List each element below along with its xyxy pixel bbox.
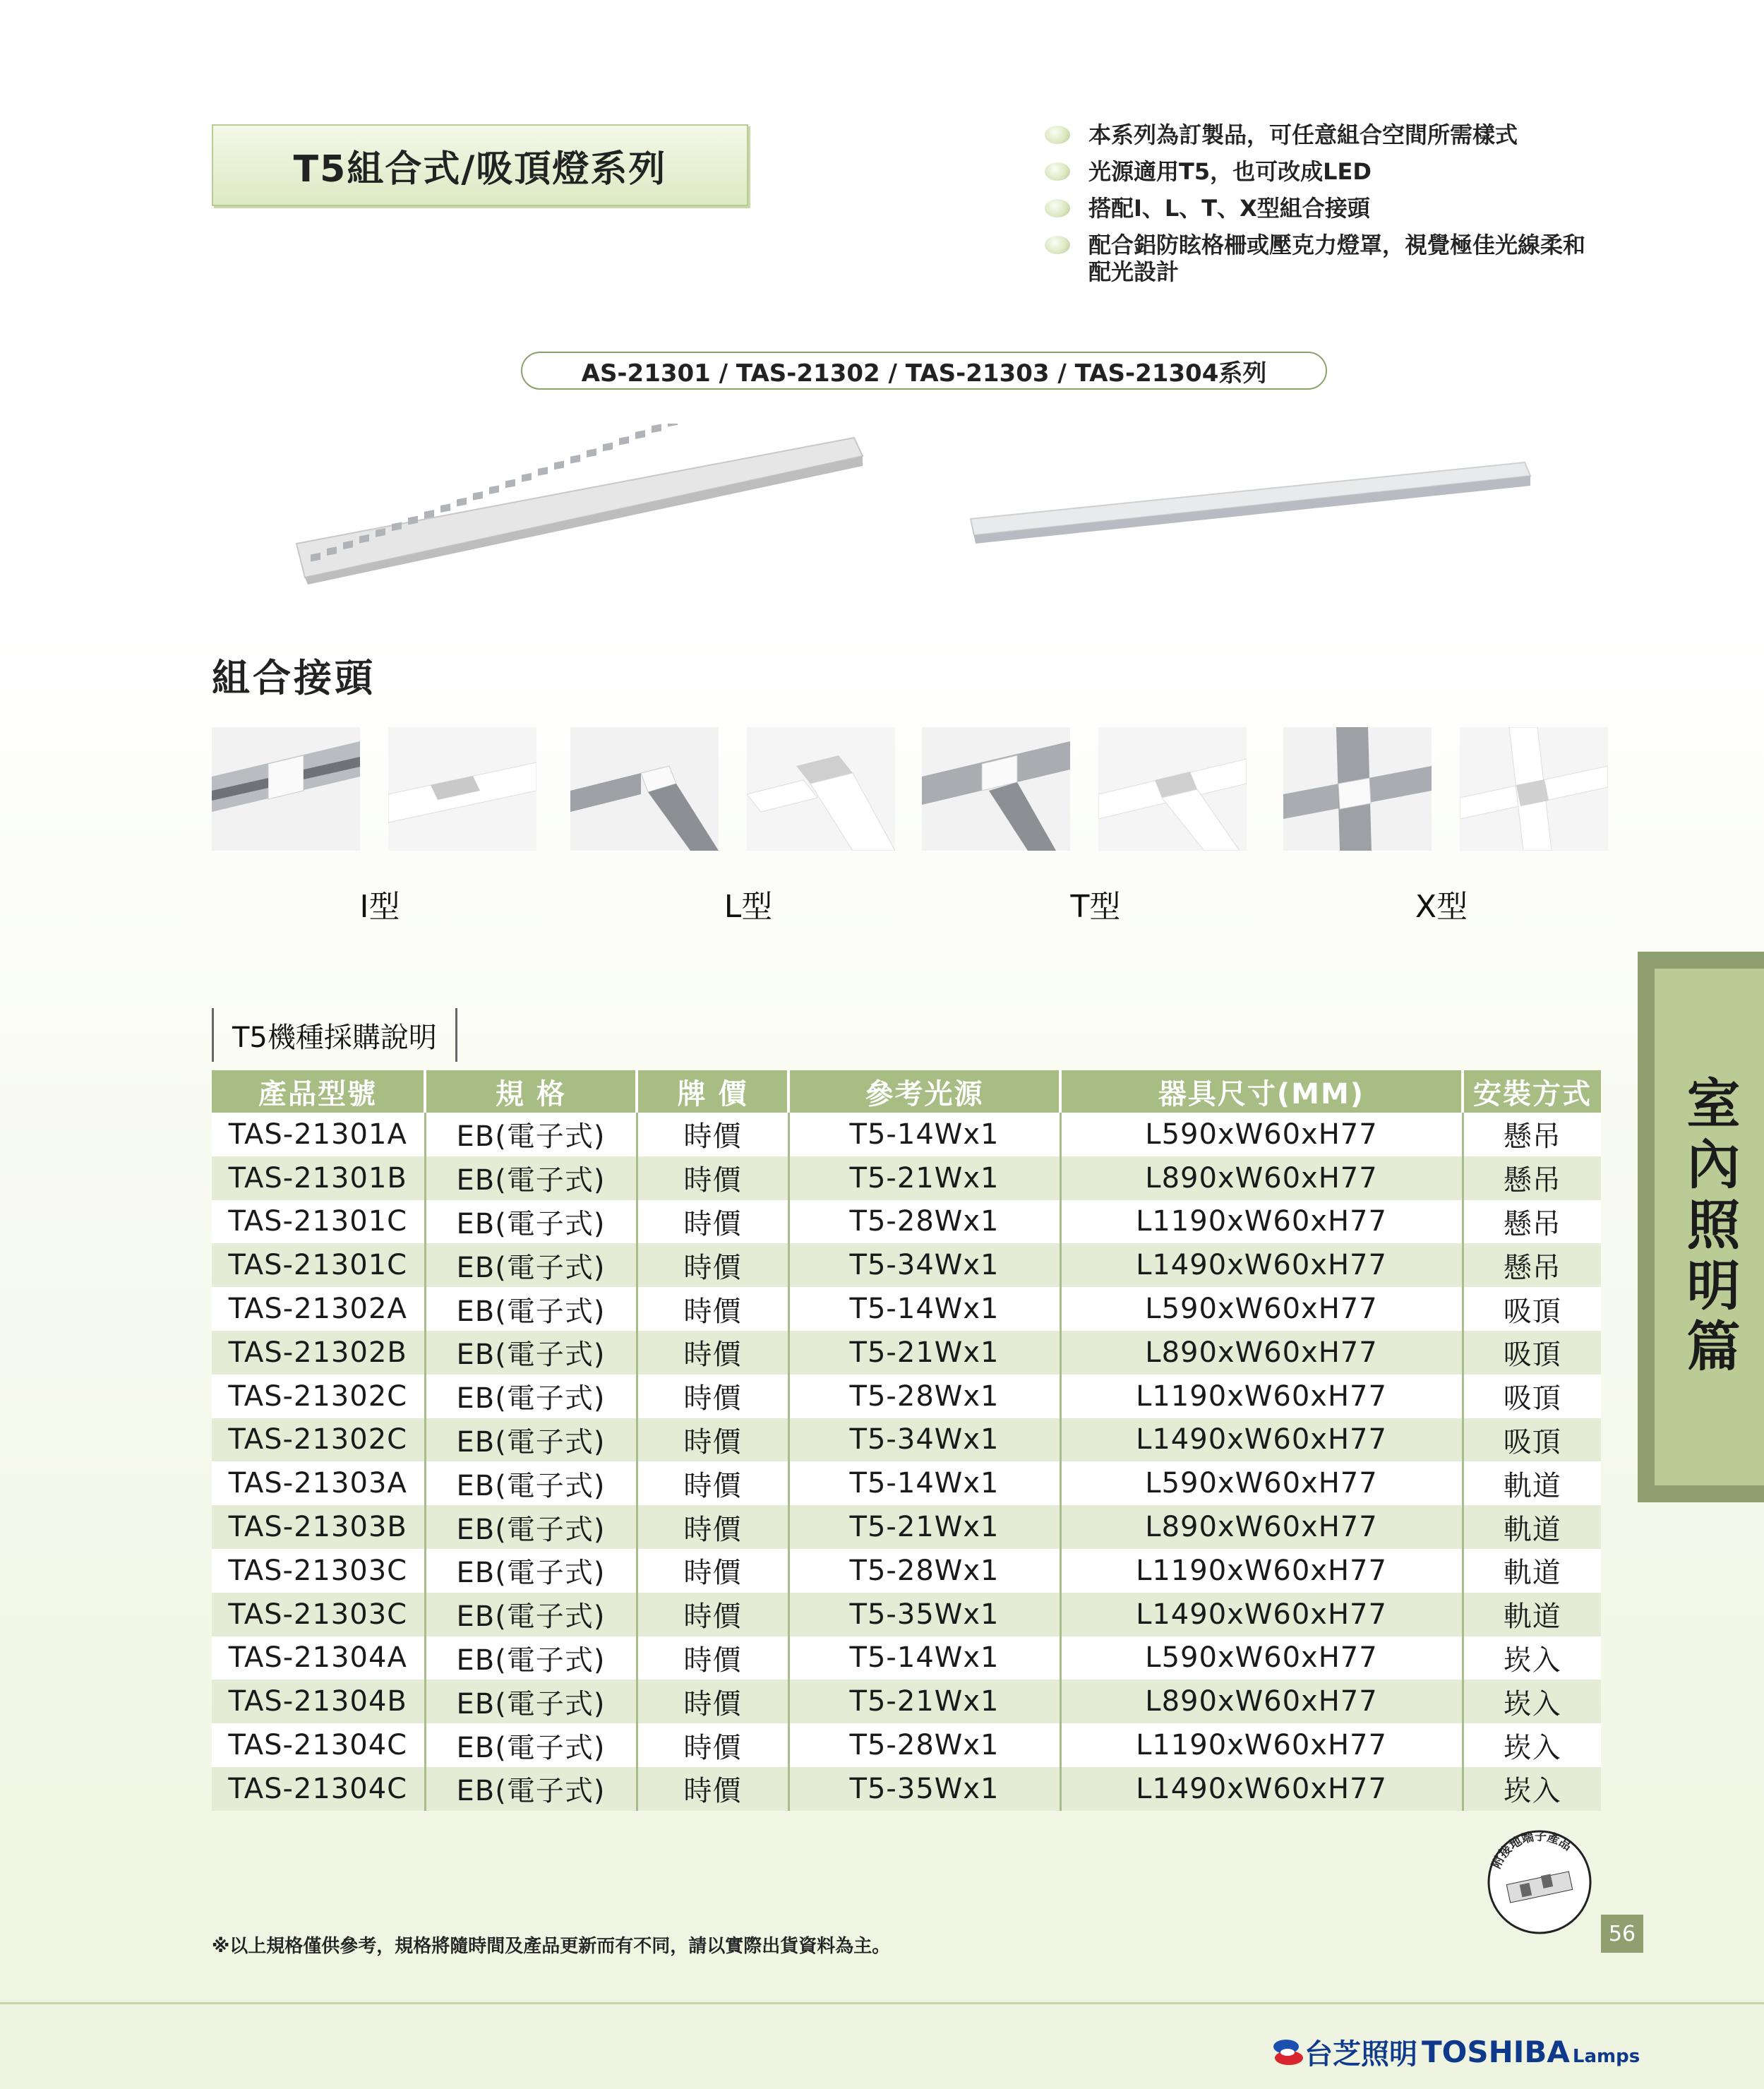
t-joint-louver-image — [922, 727, 1070, 851]
bullet-dot-icon — [1045, 162, 1070, 181]
joint-type-x: X型 — [1415, 889, 1468, 925]
louver-cell — [619, 436, 629, 445]
cell-dimensions: L890xW60xH77 — [1060, 1331, 1463, 1375]
header-install: 安裝方式 — [1463, 1070, 1601, 1113]
cell-model: TAS-21301C — [212, 1243, 425, 1287]
louver-cell — [570, 455, 580, 464]
header-price: 牌 價 — [637, 1070, 788, 1113]
table-row — [212, 1723, 1601, 1767]
feature-item: 配合鋁防眩格柵或壓克力燈罩，視覺極佳光線柔和配光設計 — [1045, 232, 1624, 285]
cell-dimensions: L1490xW60xH77 — [1060, 1418, 1463, 1462]
i-joint-louver-image — [212, 727, 360, 851]
cell-spec: EB(電子式) — [425, 1593, 637, 1636]
cell-install: 崁入 — [1463, 1723, 1601, 1767]
joint-type-l: L型 — [724, 889, 773, 925]
spec-table — [212, 1070, 1601, 1811]
cell-price: 時價 — [637, 1331, 788, 1375]
cell-install: 吸頂 — [1463, 1418, 1601, 1462]
table-row — [212, 1461, 1601, 1505]
brand-suffix: Lamps — [1572, 2045, 1640, 2067]
series-label: AS-21301 / TAS-21302 / TAS-21303 / TAS-21304系列 — [521, 352, 1327, 390]
cell-dimensions: L1490xW60xH77 — [1060, 1593, 1463, 1636]
cell-install: 軌道 — [1463, 1461, 1601, 1505]
bullet-dot-icon — [1045, 236, 1070, 254]
table-row — [212, 1505, 1601, 1549]
louver-cell — [473, 491, 483, 501]
joint-heading: 組合接頭 — [212, 656, 376, 700]
footer-divider — [0, 2002, 1764, 2004]
bullet-dot-icon — [1045, 199, 1070, 217]
x-joint-louver-image — [1283, 727, 1432, 851]
page-number: 56 — [1601, 1915, 1643, 1953]
l-joint-louver-image — [570, 727, 719, 851]
cell-dimensions: L1490xW60xH77 — [1060, 1243, 1463, 1287]
brand-logo — [1271, 2032, 1640, 2072]
cell-model: TAS-21303C — [212, 1593, 425, 1636]
cell-dimensions: L590xW60xH77 — [1060, 1113, 1463, 1156]
cell-spec: EB(電子式) — [425, 1723, 637, 1767]
cell-price: 時價 — [637, 1680, 788, 1723]
cell-price: 時價 — [637, 1200, 788, 1244]
x-joint-acrylic-image — [1460, 727, 1608, 851]
cell-price: 時價 — [637, 1636, 788, 1680]
cell-price: 時價 — [637, 1113, 788, 1156]
cell-dimensions: L590xW60xH77 — [1060, 1636, 1463, 1680]
louver-cell — [457, 498, 467, 507]
cell-dimensions: L890xW60xH77 — [1060, 1505, 1463, 1549]
table-row — [212, 1243, 1601, 1287]
cell-dimensions: L590xW60xH77 — [1060, 1287, 1463, 1331]
cell-price: 時價 — [637, 1723, 788, 1767]
cell-install: 軌道 — [1463, 1593, 1601, 1636]
cell-light-source: T5-14Wx1 — [788, 1113, 1060, 1156]
cell-spec: EB(電子式) — [425, 1767, 637, 1811]
table-row — [212, 1767, 1601, 1811]
table-row — [212, 1375, 1601, 1418]
cell-light-source: T5-28Wx1 — [788, 1200, 1060, 1244]
cell-price: 時價 — [637, 1549, 788, 1593]
cell-dimensions: L890xW60xH77 — [1060, 1680, 1463, 1723]
cell-install: 吸頂 — [1463, 1331, 1601, 1375]
cell-spec: EB(電子式) — [425, 1680, 637, 1723]
table-row — [212, 1287, 1601, 1331]
cell-install: 崁入 — [1463, 1680, 1601, 1723]
header-dimensions: 器具尺寸(MM) — [1060, 1070, 1463, 1113]
table-row — [212, 1156, 1601, 1200]
cell-light-source: T5-34Wx1 — [788, 1418, 1060, 1462]
table-row — [212, 1549, 1601, 1593]
brand-name-zh: 台芝照明 — [1304, 2038, 1417, 2071]
table-row — [212, 1593, 1601, 1636]
cell-spec: EB(電子式) — [425, 1549, 637, 1593]
header-light-source: 參考光源 — [788, 1070, 1060, 1113]
cell-spec: EB(電子式) — [425, 1636, 637, 1680]
cell-light-source: T5-34Wx1 — [788, 1243, 1060, 1287]
louver-cell — [505, 479, 515, 489]
louver-cell — [587, 448, 596, 457]
cell-dimensions: L1190xW60xH77 — [1060, 1200, 1463, 1244]
louver-cell — [635, 430, 645, 439]
cell-model: TAS-21301B — [212, 1156, 425, 1200]
header-model: 產品型號 — [212, 1070, 425, 1113]
louver-cell — [440, 503, 450, 513]
feature-list — [1045, 121, 1624, 295]
cell-spec: EB(電子式) — [425, 1287, 637, 1331]
cell-dimensions: L1190xW60xH77 — [1060, 1375, 1463, 1418]
table-row — [212, 1113, 1601, 1156]
cell-price: 時價 — [637, 1505, 788, 1549]
cell-price: 時價 — [637, 1767, 788, 1811]
cell-light-source: T5-21Wx1 — [788, 1680, 1060, 1723]
table-header-row — [212, 1070, 1601, 1113]
cell-dimensions: L590xW60xH77 — [1060, 1461, 1463, 1505]
table-row — [212, 1680, 1601, 1723]
louver-fixture-image — [282, 424, 889, 593]
cell-model: TAS-21301A — [212, 1113, 425, 1156]
table-row — [212, 1200, 1601, 1244]
cell-model: TAS-21302A — [212, 1287, 425, 1331]
cell-install: 懸吊 — [1463, 1156, 1601, 1200]
l-joint-acrylic-image — [747, 727, 895, 851]
cell-light-source: T5-21Wx1 — [788, 1505, 1060, 1549]
cell-dimensions: L1190xW60xH77 — [1060, 1549, 1463, 1593]
louver-cell — [652, 424, 661, 433]
cell-light-source: T5-28Wx1 — [788, 1723, 1060, 1767]
feature-item: 本系列為訂製品，可任意組合空間所需樣式 — [1045, 121, 1624, 148]
cell-model: TAS-21302B — [212, 1331, 425, 1375]
cell-model: TAS-21303C — [212, 1549, 425, 1593]
cell-model: TAS-21302C — [212, 1375, 425, 1418]
category-side-tab — [1638, 952, 1764, 1502]
cell-spec: EB(電子式) — [425, 1156, 637, 1200]
table-row — [212, 1418, 1601, 1462]
cell-price: 時價 — [637, 1375, 788, 1418]
cell-model: TAS-21304C — [212, 1767, 425, 1811]
joint-type-i: I型 — [359, 889, 400, 925]
cell-light-source: T5-21Wx1 — [788, 1156, 1060, 1200]
cell-light-source: T5-35Wx1 — [788, 1593, 1060, 1636]
cell-price: 時價 — [637, 1287, 788, 1331]
category-label: 室內照明篇 — [1678, 1075, 1741, 1379]
feature-item: 光源適用T5，也可改成LED — [1045, 158, 1624, 185]
stamp-text: 附接地端子產品 — [1489, 1829, 1574, 1871]
t-joint-acrylic-image — [1098, 727, 1247, 851]
i-joint-acrylic-image — [388, 727, 536, 851]
cell-spec: EB(電子式) — [425, 1200, 637, 1244]
cell-spec: EB(電子式) — [425, 1461, 637, 1505]
cell-dimensions: L1190xW60xH77 — [1060, 1723, 1463, 1767]
cell-spec: EB(電子式) — [425, 1331, 637, 1375]
feature-item: 搭配I、L、T、X型組合接頭 — [1045, 195, 1624, 222]
louver-cell — [489, 485, 499, 494]
grounding-terminal-stamp — [1480, 1820, 1600, 1940]
brand-name-en: TOSHIBA — [1422, 2035, 1570, 2069]
cell-install: 懸吊 — [1463, 1113, 1601, 1156]
cell-light-source: T5-14Wx1 — [788, 1287, 1060, 1331]
cell-model: TAS-21302C — [212, 1418, 425, 1462]
louver-cell — [554, 461, 564, 470]
cell-model: TAS-21304A — [212, 1636, 425, 1680]
cell-spec: EB(電子式) — [425, 1505, 637, 1549]
cell-price: 時價 — [637, 1593, 788, 1636]
cell-spec: EB(電子式) — [425, 1113, 637, 1156]
cell-spec: EB(電子式) — [425, 1243, 637, 1287]
cell-model: TAS-21301C — [212, 1200, 425, 1244]
cell-install: 懸吊 — [1463, 1243, 1601, 1287]
cell-spec: EB(電子式) — [425, 1418, 637, 1462]
cell-light-source: T5-35Wx1 — [788, 1767, 1060, 1811]
louver-cell — [522, 473, 532, 482]
footnote: ※以上規格僅供參考，規格將隨時間及產品更新而有不同，請以實際出貨資料為主。 — [212, 1936, 891, 1957]
cell-light-source: T5-28Wx1 — [788, 1549, 1060, 1593]
purchase-info-label: T5機種採購說明 — [212, 1008, 457, 1062]
cell-light-source: T5-14Wx1 — [788, 1461, 1060, 1505]
cell-model: TAS-21303A — [212, 1461, 425, 1505]
louver-cell — [538, 467, 548, 476]
cell-light-source: T5-14Wx1 — [788, 1636, 1060, 1680]
cell-install: 軌道 — [1463, 1505, 1601, 1549]
joint-type-t: T型 — [1070, 889, 1121, 925]
page-title: T5組合式/吸頂燈系列 — [212, 124, 748, 206]
cell-light-source: T5-21Wx1 — [788, 1331, 1060, 1375]
cell-price: 時價 — [637, 1418, 788, 1462]
cell-install: 吸頂 — [1463, 1287, 1601, 1331]
cell-price: 時價 — [637, 1461, 788, 1505]
cell-price: 時價 — [637, 1156, 788, 1200]
cell-model: TAS-21303B — [212, 1505, 425, 1549]
cell-price: 時價 — [637, 1243, 788, 1287]
table-row — [212, 1636, 1601, 1680]
louver-cell — [603, 443, 613, 452]
cell-install: 懸吊 — [1463, 1200, 1601, 1244]
brand-emblem-icon — [1271, 2037, 1304, 2068]
cell-install: 吸頂 — [1463, 1375, 1601, 1418]
table-row — [212, 1331, 1601, 1375]
louver-cell — [668, 424, 678, 426]
acrylic-fixture-image — [967, 452, 1539, 551]
cell-dimensions: L890xW60xH77 — [1060, 1156, 1463, 1200]
cell-dimensions: L1490xW60xH77 — [1060, 1767, 1463, 1811]
bullet-dot-icon — [1045, 126, 1070, 144]
cell-model: TAS-21304B — [212, 1680, 425, 1723]
cell-install: 軌道 — [1463, 1549, 1601, 1593]
header-spec: 規 格 — [425, 1070, 637, 1113]
cell-model: TAS-21304C — [212, 1723, 425, 1767]
cell-spec: EB(電子式) — [425, 1375, 637, 1418]
cell-install: 崁入 — [1463, 1636, 1601, 1680]
cell-install: 崁入 — [1463, 1767, 1601, 1811]
cell-light-source: T5-28Wx1 — [788, 1375, 1060, 1418]
